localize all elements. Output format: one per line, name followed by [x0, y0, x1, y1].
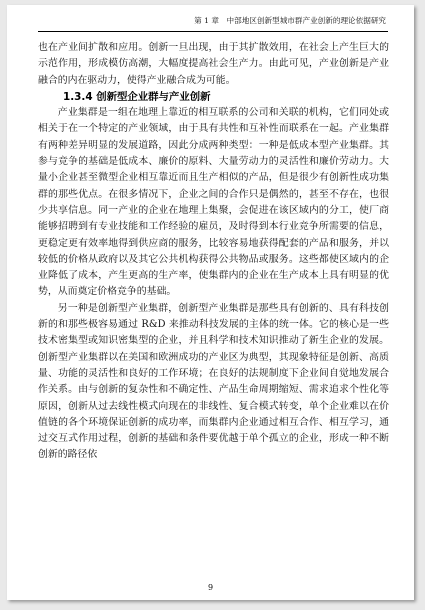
intro-paragraph: 也在产业间扩散和应用。创新一旦出现，由于其扩散效用，在社会上产生巨大的示范作用，形成模仿高潮，大幅度提高社会生产力。由此可见，产业创新是产业融合的内在驱动力，使得产业融合成为可能。 — [38, 42, 389, 86]
cluster-paragraph-1: 产业集群是一组在地理上靠近的相互联系的公司和关联的机构，它们同处或相关于在一个特定的产业领域，由于具有共性和互补性而联系在一起。产业集群有两种差异明显的发展道路，因此分成两种类型：一种是低成本型产业集群。其参与竞争的基础是低成本、廉价的原料、大量劳动力的灵活性和廉价劳动力。大量小企业甚至微型企业相互靠近而且生产相似的产品，但是很少有创新性成功集群的那些优点。在很多情况下，企业之间的合作只是偶然的，甚至不存在，也很少共享信息。同一产业的企业在地理上集聚，会促进在该区域内的分工，使厂商能够招聘到有专业技能和工作经验的雇员，及时得到本行业竞争所需要的信息，更稳定更有效率地得到供应商的服务，比较容易地获得配套的产品和服务，并以较低的价格从政府以及其它公共机构获得公共物品或服务。这些都使区域内的企业降低了成本，产生更高的生产率，使集群内的企业在生产成本上具有明显的优势，从而奠定价格竞争的基础。 — [38, 107, 389, 298]
page-body — [38, 40, 389, 464]
page-number: 9 — [207, 583, 214, 592]
document-page — [7, 5, 414, 600]
cluster-paragraph-2: 另一种是创新型产业集群，创新型产业集群是那些具有创新的、具有科技创新的和那些极容易通过 R&D 来推动科技发展的主体的统一体。它的核心是一些技术密集型或知识密集型的企业，并且科学和技术知识推动了新生企业的发展。创新型产业集群以在美国和欧洲成功的产业区为典型，其现象特征是创新、高质量、功能的灵活性和良好的工作环境；在良好的法规制度下企业间自觉地发展合作关系。由与创新的复杂性和不确定性、产品生命周期缩短、需求追求个性化等原因，创新从过去线性模式向现在的非线性、复合模式转变，单个企业难以在价值链的各个环境保证创新的成功率，而集群内企业通过相互合作、相互学习，通过交互式作用过程，创新的基础和条件要优越于单个孤立的企业，形成一种不断创新的路径依 — [38, 302, 389, 461]
section-heading: 1.3.4 创新型企业群与产业创新 — [63, 90, 211, 103]
header-rule — [38, 31, 388, 32]
running-header: 第 1 章 中部地区创新型城市群产业创新的理论依据研究 — [194, 16, 386, 25]
